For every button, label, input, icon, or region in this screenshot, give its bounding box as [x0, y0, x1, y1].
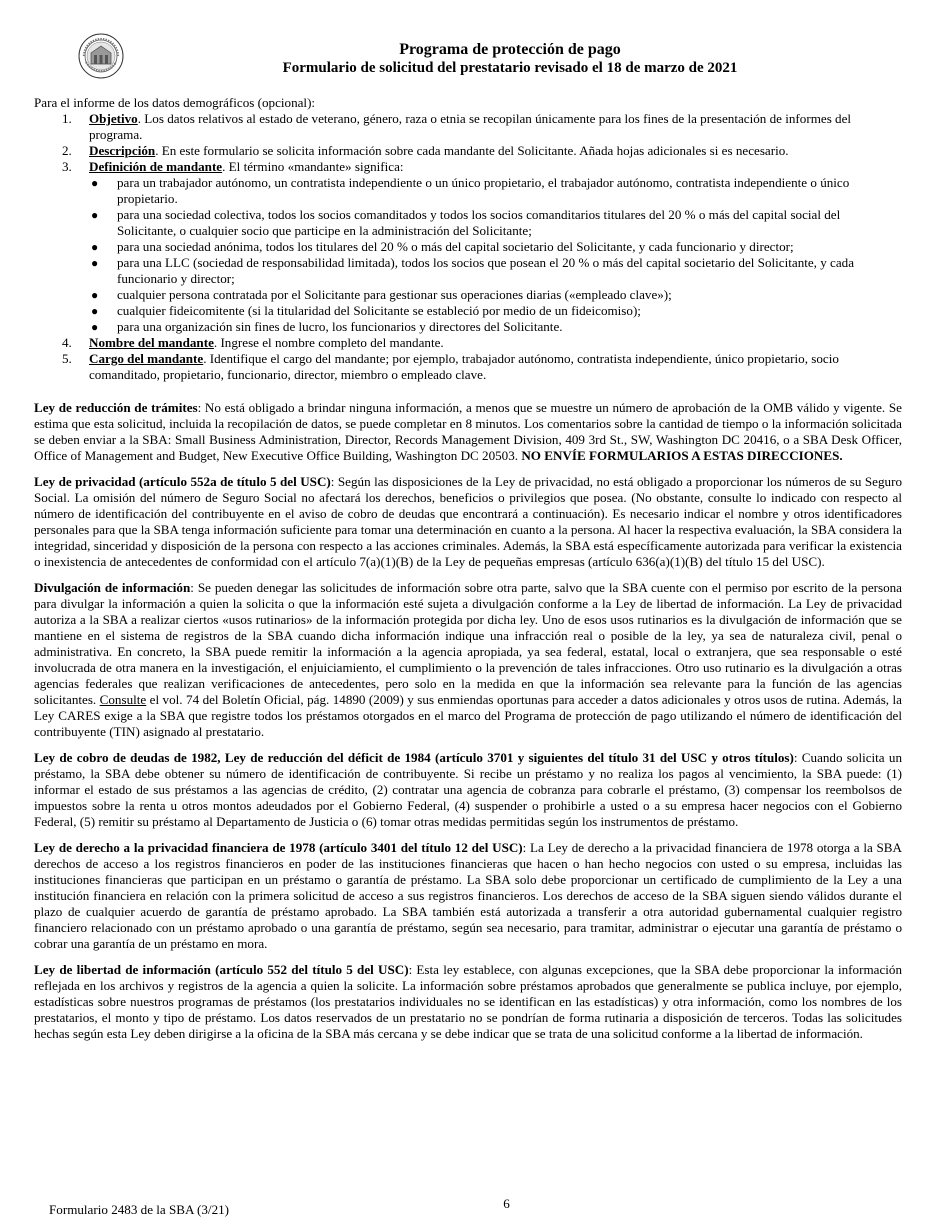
bullet-icon: ●: [91, 176, 99, 190]
section-title: Ley de libertad de información (artículo 552 del título 5 del USC): [34, 962, 409, 977]
bullet-icon: ●: [91, 256, 99, 270]
bullet-icon: ●: [91, 320, 99, 334]
list-number: 2.: [62, 143, 72, 158]
section-body: : Cuando solicita un préstamo, la SBA debe obtener su número de identificación de contribuyente. Si recibe un préstamo y no realiza los pagos al vencimiento, la SBA puede: (1) informar el estado de sus préstamos a las agencias de crédito, (2) contratar una agencia de cobranza para cobrarle el préstamo, (3) compensar los reembolsos de impuestos sobre la renta u otros montos adeudados por el Gobierno Federal, (4) suspender o prohibirle a usted o a su empresa hacer negocios con el Gobierno Federal, (5) remitir su préstamo al Departamento de Justicia o (6) tomar otras medidas permitidas según los instrumentos de préstamo.: [34, 750, 902, 829]
section-title: Ley de derecho a la privacidad financiera de 1978 (artículo 3401 del título 12 del USC): [34, 840, 523, 855]
bullet-icon: ●: [91, 304, 99, 318]
list-text: . Los datos relativos al estado de veterano, género, raza o etnia se recopilan únicamente para los fines de la presentación de informes del programa.: [89, 111, 852, 142]
list-term: Cargo del mandante: [89, 351, 204, 366]
list-term: Nombre del mandante: [89, 335, 214, 350]
section-body: el vol. 74 del Boletín Oficial, pág. 14890 (2009) y sus enmiendas oportunas para acceder a datos adicionales y otros usos de rutina. Además, la Ley CARES exige a la SBA que registre todos los préstamos otorgados en el marco del Programa de protección de pago utilizando el número de identificación del contribuyente (TIN) asignado al prestatario.: [34, 692, 902, 739]
page-header: [190, 40, 830, 77]
list-text: . Ingrese el nombre completo del mandante.: [213, 335, 444, 350]
list-number: 4.: [62, 335, 72, 350]
financial-privacy-section: [34, 840, 902, 952]
bullet-item: ● para una sociedad colectiva, todos los socios comanditados y todos los socios comanditarios titulares del 20 % o más del capital social del Solicitante, o cualquier socio que participe en la administración del Solicitante;: [91, 207, 841, 238]
numbered-list: [34, 111, 902, 383]
page-number: 6: [503, 1196, 510, 1211]
section-body: : No está obligado a brindar ninguna información, a menos que se muestre un número de aprobación de la OMB válido y vigente. Se estima que esta solicitud, incluida la recopilación de datos, se puede completar en 8 minutos. Los comentarios sobre la cantidad de tiempo o la información solicitada se deben enviar a la SBA: Small Business Administration, Director, Records Management Division, 409 3rd St., SW, Washington DC 20416, o a SBA Desk Officer, Office of Management and Budget, New Executive Office Building, Washington DC 20503.: [34, 400, 902, 463]
list-number: 5.: [62, 351, 72, 366]
sba-seal-icon: [78, 33, 124, 79]
list-item: [62, 351, 902, 383]
list-number: 3.: [62, 159, 72, 174]
bullet-item: ● para una LLC (sociedad de responsabilidad limitada), todos los socios que posean el 20 % o más del capital societario del Solicitante, y cada funcionario y director;: [91, 255, 855, 286]
bullet-icon: ●: [91, 208, 99, 222]
intro-text: Para el informe de los datos demográficos (opcional):: [34, 95, 316, 110]
bullet-item: ● cualquier persona contratada por el Solicitante para gestionar sus operaciones diarias («empleado clave»);: [91, 287, 672, 302]
bullet-item: ● para una organización sin fines de lucro, los funcionarios y directores del Solicitante.: [91, 319, 563, 334]
list-item: [62, 143, 902, 159]
list-item: [62, 159, 902, 335]
section-title: Ley de privacidad (artículo 552a de título 5 del USC): [34, 474, 331, 489]
list-item: [62, 111, 902, 143]
list-term: Definición de mandante: [89, 159, 223, 174]
privacy-section: [34, 474, 902, 570]
bullet-item: ● para un trabajador autónomo, un contratista independiente o un único propietario, el trabajador autónomo, contratista independiente o único propietario.: [91, 175, 850, 206]
section-title: Ley de cobro de deudas de 1982, Ley de reducción del déficit de 1984 (artículo 3701 y siguientes del título 31 del USC y otros títulos): [34, 750, 794, 765]
list-text: . El término «mandante» significa:: [222, 159, 404, 174]
consulte-link[interactable]: Consulte: [99, 692, 147, 707]
list-term: Descripción: [89, 143, 156, 158]
list-text: . En este formulario se solicita información sobre cada mandante del Solicitante. Añada hojas adicionales si es necesario.: [155, 143, 789, 158]
section-body: : Según las disposiciones de la Ley de privacidad, no está obligado a proporcionar los números de su Seguro Social. La omisión del número de Seguro Social no afectará los derechos, beneficios o privilegios que posea. (No obstante, consulte lo indicado con respecto al número de identificación del contribuyente en el aviso de cobro de deudas que encontrará a continuación). Es necesario indicar el nombre y otros identificadores personales para que la SBA tenga información suficiente para tomar una determinación en cuanto a la persona. Al hacer la respectiva evaluación, la SBA considera la integridad, sinceridad y disposición de la persona con respecto a las acciones criminales. Además, la SBA está específicamente autorizada para verificar la existencia o inexistencia de antecedentes de conformidad con el artículo 7(a)(1)(B) de la Ley de pequeñas empresas (artículo 636(a)(1)(B) del título 15 del USC).: [34, 474, 902, 569]
bullet-icon: ●: [91, 288, 99, 302]
paperwork-section: [34, 400, 902, 464]
list-term: Objetivo: [89, 111, 138, 126]
list-item: [62, 335, 902, 351]
section-body: : Esta ley establece, con algunas excepciones, que la SBA debe proporcionar la información reflejada en los archivos y registros de la agencia a quien la solicite. La información sobre préstamos aprobados que generalmente se publica incluye, por ejemplo, estadísticas sobre nuestros programas de préstamos (los prestatarios individuales no se identifican en las estadísticas) y otra información, como los nombres de los prestatarios, el monto y tipo de préstamo. Los datos reservados de un prestatario no se pondrían de forma rutinaria a disposición de terceros. Todas las solicitudes hechas según esta Ley deben dirigirse a la oficina de la SBA más cercana y se debe indicar que se trata de una solicitud conforme a la libertad de información.: [34, 962, 902, 1041]
section-body: : Se pueden denegar las solicitudes de información sobre otra parte, salvo que la SBA cuente con el permiso por escrito de la persona para divulgar la información a quien la solicita o que la información esté sujeta a divulgación conforme a la Ley de libertad de información. La Ley de privacidad autoriza a la SBA a realizar ciertos «usos rutinarios» de la información protegida por dicha ley. Uno de esos usos rutinarios es la divulgación de información que se mantiene en el sistema de registros de la SBA cuando dicha información indique una infracción real o posible de la ley, ya sea de naturaleza civil, penal o administrativa. En concreto, la SBA puede remitir la información a la agencia apropiada, ya sea federal, estatal, local o extranjera, que sea responsable o esté involucrada de otra manera en la investigación, el enjuiciamiento, el cumplimiento o la prevención de tales infracciones. Otro uso rutinario es la divulgación a otras agencias federales que realizan verificaciones de antecedentes, pero solo en la medida en que la información sea relevante para la función de las agencias solicitantes.: [34, 580, 902, 707]
list-text: . Identifique el cargo del mandante; por ejemplo, trabajador autónomo, contratista independiente, único propietario, socio comanditado, propietario, funcionario, director, miembro o empleado clave.: [89, 351, 839, 382]
section-body: : La Ley de derecho a la privacidad financiera de 1978 otorga a la SBA derechos de acceso a los registros financieros en poder de las instituciones financieras que hacen o han hecho negocios con usted o su empresa, incluidas las instituciones financieras que participan en un préstamo o garantía de préstamo. La SBA solo debe proporcionar un certificado de cumplimiento de la Ley a una institución financiera en relación con la primera solicitud de acceso a sus registros financieros. Los derechos de acceso de la SBA siguen siendo válidos durante el plazo de cualquier acuerdo de garantía de préstamo aprobado. La SBA también está autorizada a transferir a otra autoridad gubernamental cualquier registro financiero relacionado con un préstamo aprobado o una garantía de préstamo, según sea necesario, para tramitar, administrar o ejecutar una garantía de préstamo o cobrar una garantía de un préstamo en mora.: [34, 840, 902, 951]
page-title: Programa de protección de pago: [399, 41, 621, 58]
section-title: Ley de reducción de trámites: [34, 400, 198, 415]
page-subtitle: Formulario de solicitud del prestatario revisado el 18 de marzo de 2021: [282, 60, 738, 76]
foia-section: [34, 962, 902, 1042]
bullet-item: ● cualquier fideicomitente (si la titularidad del Solicitante se estableció por medio de un fideicomiso);: [91, 303, 641, 318]
bullet-icon: ●: [91, 240, 99, 254]
section-closing: NO ENVÍE FORMULARIOS A ESTAS DIRECCIONES.: [521, 448, 843, 463]
form-label: Formulario 2483 de la SBA (3/21): [49, 1202, 230, 1217]
debt-collection-section: [34, 750, 902, 830]
document-body: [34, 95, 902, 1042]
list-number: 1.: [62, 111, 72, 126]
bullet-item: ● para una sociedad anónima, todos los titulares del 20 % o más del capital societario del Solicitante, y cada funcionario y director;: [91, 239, 794, 254]
disclosure-section: [34, 580, 902, 740]
section-title: Divulgación de información: [34, 580, 191, 595]
bullet-list: [89, 175, 902, 335]
